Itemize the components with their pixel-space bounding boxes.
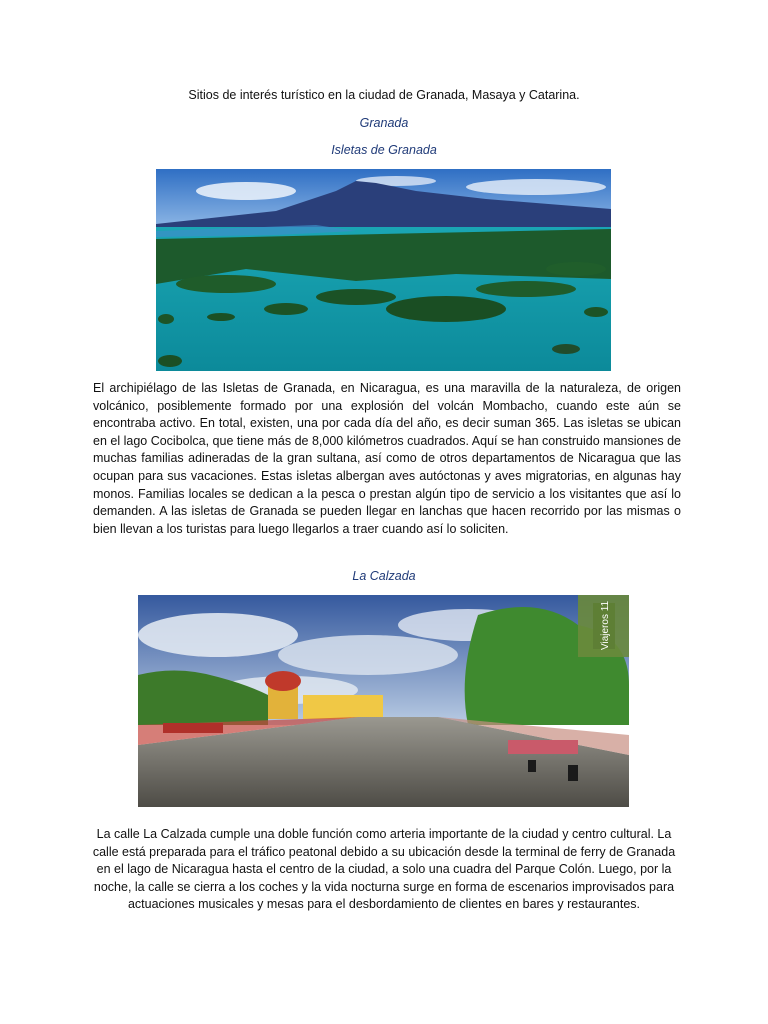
document-title: Sitios de interés turístico en la ciudad de Granada, Masaya y Catarina. — [188, 88, 580, 102]
photo-badge: Viajeros 11 — [600, 600, 611, 650]
isletas-photo — [156, 169, 611, 371]
calzada-paragraph: La calle La Calzada cumple una doble función como arteria importante de la ciudad y centro cultural. La calle está preparada para el tráfico peatonal debido a su ubicación desde la terminal de ferry de Granada en el lago de Nicaragua hasta el centro de la ciudad, a solo una cuadra del Parque Colón. Luego, por la noche, la calle se cierra a los coches y la vida nocturna surge en forma de escenarios improvisados para actuaciones musicales y mesas para el desbordamiento de clientes en bares y restaurantes. — [92, 827, 676, 912]
calzada-photo — [138, 595, 629, 807]
isletas-paragraph: El archipiélago de las Isletas de Granada, en Nicaragua, es una maravilla de la naturaleza, de origen volcánico, posiblemente formado por una explosión del volcán Mombacho, cuando este aún se encontraba activo. En total, existen, una por cada día del año, es decir suman 365. Las isletas se ubican en el lago Cocibolca, que tiene más de 8,000 kilómetros cuadrados. Aquí se han construido mansiones de muchas familias adineradas de la gran sultana, así como de otros departamentos de Nicaragua que las ocupan para sus vacaciones. Estas isletas albergan aves autóctonas y aves migratorias, en algunas hay monos. Familias locales se dedican a la pesca o prestan algún tipo de servicio a los visitantes que así lo demanden. A las isletas de Granada se pueden llegar en lanchas que hacen recorrido por las mismas o bien llevan a los turistas para luego llegarlos a traer cuando así lo soliciten. — [93, 381, 681, 536]
heading-isletas: Isletas de Granada — [331, 143, 437, 157]
heading-calzada: La Calzada — [352, 569, 416, 583]
heading-granada: Granada — [359, 116, 409, 130]
